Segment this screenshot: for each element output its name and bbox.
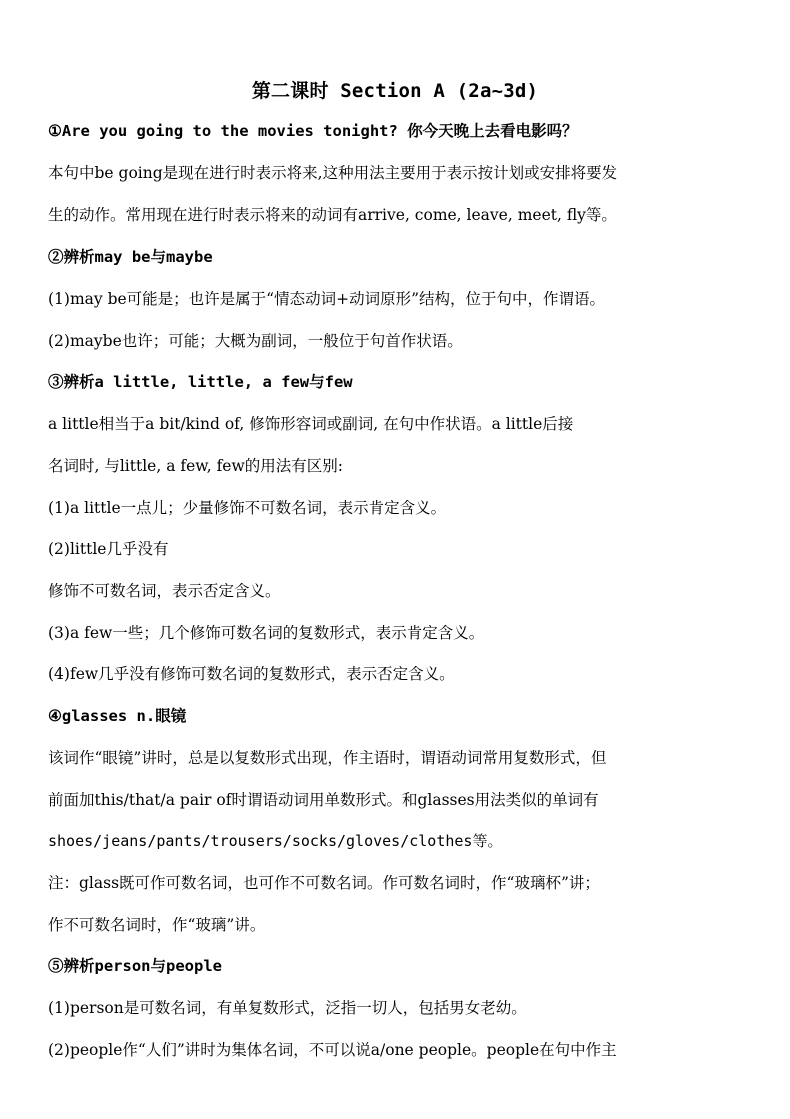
- body-line: (2)maybe也许；可能；大概为副词，一般位于句首作状语。: [48, 332, 463, 350]
- body-line: (4)few几乎没有修饰可数名词的复数形式，表示否定含义。: [48, 665, 455, 683]
- section-heading-4: ④glasses n.眼镜: [48, 707, 187, 725]
- section-heading-2: ②辨析may be与maybe: [48, 248, 213, 266]
- body-line: (1)a little一点儿；少量修饰不可数名词，表示肯定含义。: [48, 499, 447, 517]
- body-line: (1)person是可数名词，有单复数形式，泛指一切人，包括男女老幼。: [48, 999, 527, 1017]
- body-line: 前面加this/that/a pair of时谓语动词用单数形式。和glasses用法类似的单词有: [48, 791, 599, 809]
- body-line: (3)a few一些；几个修饰可数名词的复数形式，表示肯定含义。: [48, 624, 485, 642]
- body-line: shoes/jeans/pants/trousers/socks/gloves/clothes等。: [48, 832, 503, 850]
- body-line: a little相当于a bit/kind of, 修饰形容词或副词, 在句中作状语。a little后接: [48, 415, 574, 433]
- body-line: 本句中be going是现在进行时表示将来,这种用法主要用于表示按计划或安排将要发: [48, 164, 618, 182]
- body-line: (2)people作“人们”讲时为集体名词，不可以说a/one people。people在句中作主: [48, 1041, 617, 1059]
- body-line: 修饰不可数名词，表示否定含义。: [48, 582, 281, 600]
- section-heading-3: ③辨析a little, little, a few与few: [48, 373, 353, 391]
- body-line: (2)little几乎没有: [48, 540, 169, 558]
- body-line: 作不可数名词时，作“玻璃”讲。: [48, 916, 266, 934]
- body-line: 注：glass既可作可数名词，也可作不可数名词。作可数名词时，作“玻璃杯”讲；: [48, 874, 600, 892]
- page-title: 第二课时 Section A (2a~3d): [251, 80, 539, 102]
- body-line: (1)may be可能是；也许是属于“情态动词+动词原形”结构，位于句中，作谓语。: [48, 290, 606, 308]
- section-heading-1: ①Are you going to the movies tonight? 你今天晚上去看电影吗？: [48, 122, 578, 140]
- body-line: 该词作“眼镜”讲时，总是以复数形式出现，作主语时，谓语动词常用复数形式，但: [48, 749, 607, 767]
- body-line: 名词时, 与little, a few, few的用法有区别:: [48, 457, 343, 475]
- body-line: 生的动作。常用现在进行时表示将来的动词有arrive, come, leave, meet, fly等。: [48, 206, 617, 224]
- section-heading-5: ⑤辨析person与people: [48, 957, 222, 975]
